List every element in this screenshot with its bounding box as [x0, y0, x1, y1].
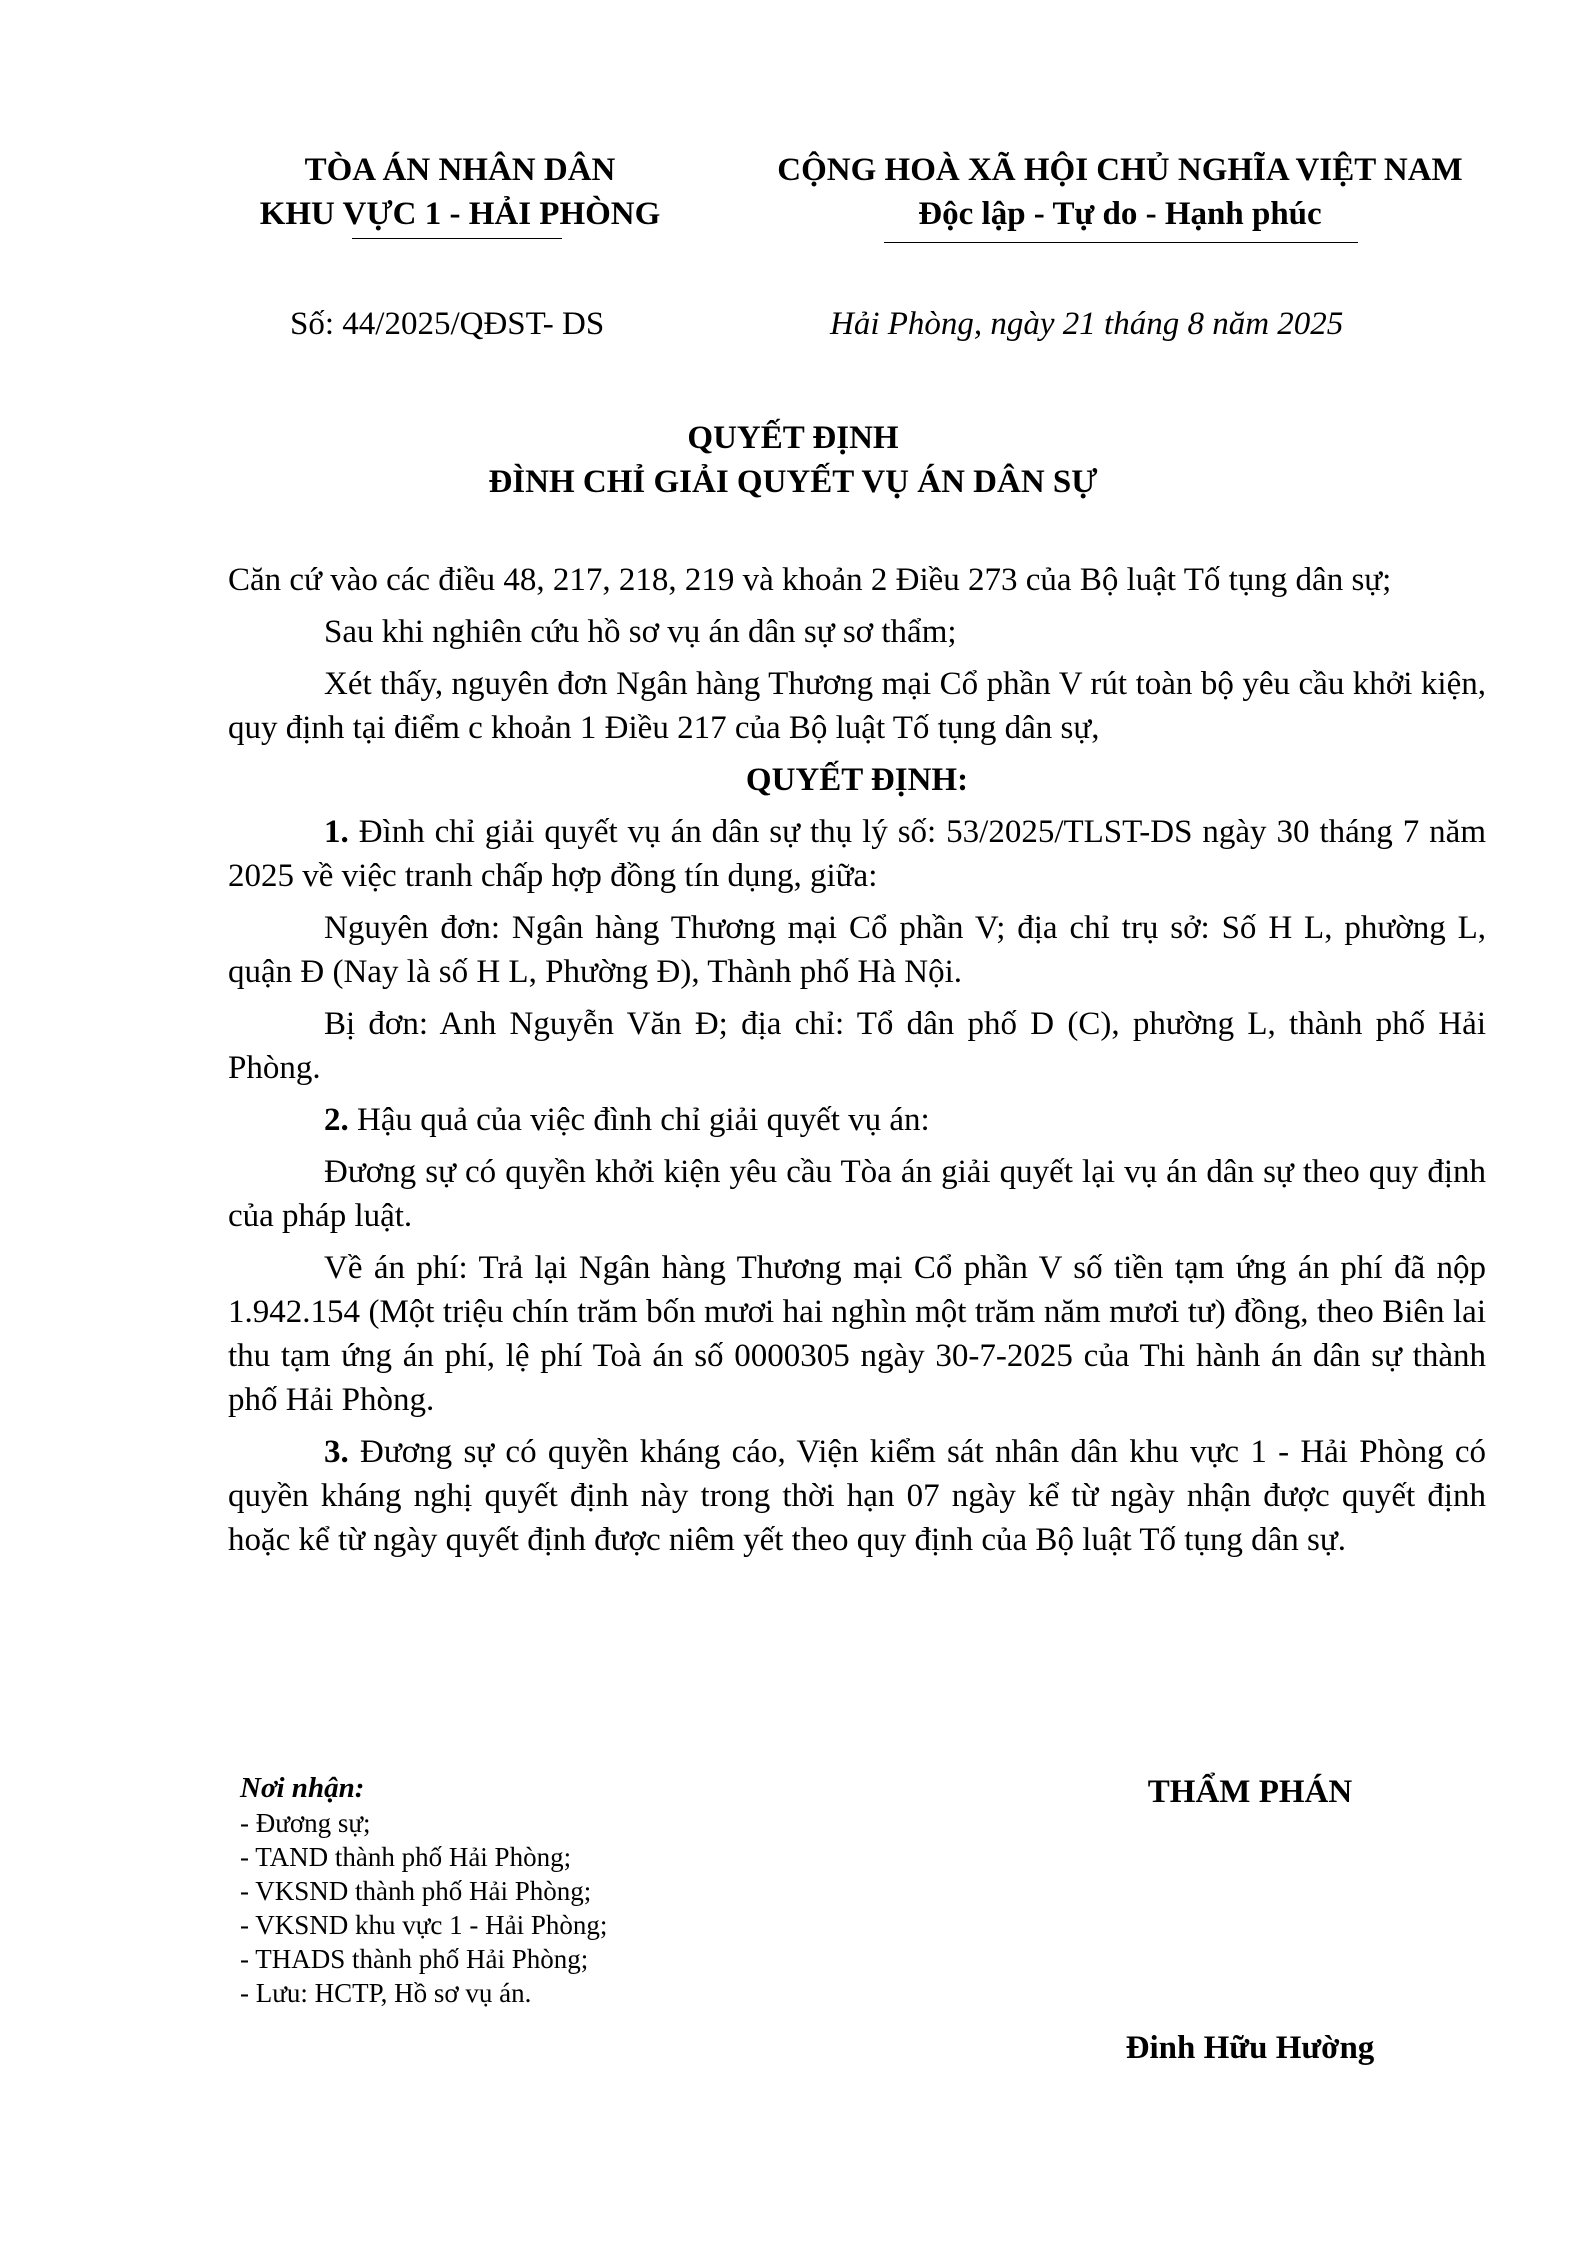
- item-2-number: 2.: [324, 1102, 349, 1138]
- item-1-number: 1.: [324, 814, 349, 850]
- recipient-item: - THADS thành phố Hải Phòng;: [240, 1944, 589, 1974]
- item-3-paragraph: [228, 1430, 1486, 1562]
- title-line-2: ĐÌNH CHỈ GIẢI QUYẾT VỤ ÁN DÂN SỰ: [488, 464, 1098, 500]
- item-1-text: Đình chỉ giải quyết vụ án dân sự thụ lý số: 53/2025/TLST-DS ngày 30 tháng 7 năm 2025 về việc tranh chấp hợp đồng tín dụng, giữa:: [228, 814, 1486, 894]
- court-name: TÒA ÁN NHÂN DÂN: [304, 152, 616, 188]
- fee-paragraph: Về án phí: Trả lại Ngân hàng Thương mại Cổ phần V số tiền tạm ứng án phí đã nộp 1.942.154 (Một triệu chín trăm bốn mươi hai nghìn một trăm năm mươi tư) đồng, theo Biên lai thu tạm ứng án phí, lệ phí Toà án số 0000305 ngày 30-7-2025 của Thi hành án dân sự thành phố Hải Phòng.: [228, 1250, 1486, 1418]
- title-line-1: QUYẾT ĐỊNH: [687, 420, 899, 456]
- recipient-item: - VKSND khu vực 1 - Hải Phòng;: [240, 1910, 608, 1940]
- legal-basis-paragraph: Căn cứ vào các điều 48, 217, 218, 219 và khoản 2 Điều 273 của Bộ luật Tố tụng dân sự;: [228, 562, 1392, 598]
- court-header-underline: [352, 238, 562, 239]
- recipient-item: - Lưu: HCTP, Hồ sơ vụ án.: [240, 1978, 532, 2008]
- item-2-paragraph: [228, 1098, 1486, 1142]
- recipients-list: [240, 1806, 760, 2010]
- court-region: KHU VỰC 1 - HẢI PHÒNG: [259, 196, 661, 232]
- document-body: [228, 558, 1486, 1570]
- recipients-block: [240, 1770, 760, 2010]
- national-header: [740, 148, 1500, 236]
- place-date: Hải Phòng, ngày 21 tháng 8 năm 2025: [830, 306, 1344, 342]
- judge-name: Đinh Hữu Hường: [1125, 2030, 1375, 2066]
- recipient-item: - VKSND thành phố Hải Phòng;: [240, 1876, 592, 1906]
- rights-paragraph: Đương sự có quyền khởi kiện yêu cầu Tòa án giải quyết lại vụ án dân sự theo quy định của pháp luật.: [228, 1154, 1486, 1234]
- considering-paragraph: Xét thấy, nguyên đơn Ngân hàng Thương mại Cổ phần V rút toàn bộ yêu cầu khởi kiện, quy định tại điểm c khoản 1 Điều 217 của Bộ luật Tố tụng dân sự,: [228, 666, 1486, 746]
- nation-name: CỘNG HOÀ XÃ HỘI CHỦ NGHĨA VIỆT NAM: [777, 152, 1463, 188]
- defendant-paragraph: Bị đơn: Anh Nguyễn Văn Đ; địa chỉ: Tổ dân phố D (C), phường L, thành phố Hải Phòng.: [228, 1006, 1486, 1086]
- recipient-item: - TAND thành phố Hải Phòng;: [240, 1842, 572, 1872]
- court-header: [220, 148, 700, 236]
- document-title: [200, 416, 1386, 504]
- judge-title: THẨM PHÁN: [1147, 1774, 1353, 1810]
- recipients-heading: Nơi nhận:: [240, 1772, 365, 1804]
- motto-underline: [884, 242, 1358, 243]
- decision-number: Số: 44/2025/QĐST- DS: [290, 306, 605, 342]
- item-1-paragraph: [228, 810, 1486, 898]
- item-2-text: Hậu quả của việc đình chỉ giải quyết vụ án:: [348, 1102, 930, 1138]
- research-paragraph: Sau khi nghiên cứu hồ sơ vụ án dân sự sơ thẩm;: [324, 614, 957, 650]
- decision-heading: QUYẾT ĐỊNH:: [745, 762, 969, 798]
- plaintiff-paragraph: Nguyên đơn: Ngân hàng Thương mại Cổ phần V; địa chỉ trụ sở: Số H L, phường L, quận Đ (Nay là số H L, Phường Đ), Thành phố Hà Nội.: [228, 910, 1486, 990]
- item-3-text: Đương sự có quyền kháng cáo, Viện kiểm sát nhân dân khu vực 1 - Hải Phòng có quyền kháng nghị quyết định này trong thời hạn 07 ngày kể từ ngày nhận được quyết định hoặc kể từ ngày quyết định được niêm yết theo quy định của Bộ luật Tố tụng dân sự.: [228, 1434, 1486, 1558]
- national-motto: Độc lập - Tự do - Hạnh phúc: [918, 196, 1322, 232]
- recipient-item: - Đương sự;: [240, 1808, 371, 1838]
- item-3-number: 3.: [324, 1434, 349, 1470]
